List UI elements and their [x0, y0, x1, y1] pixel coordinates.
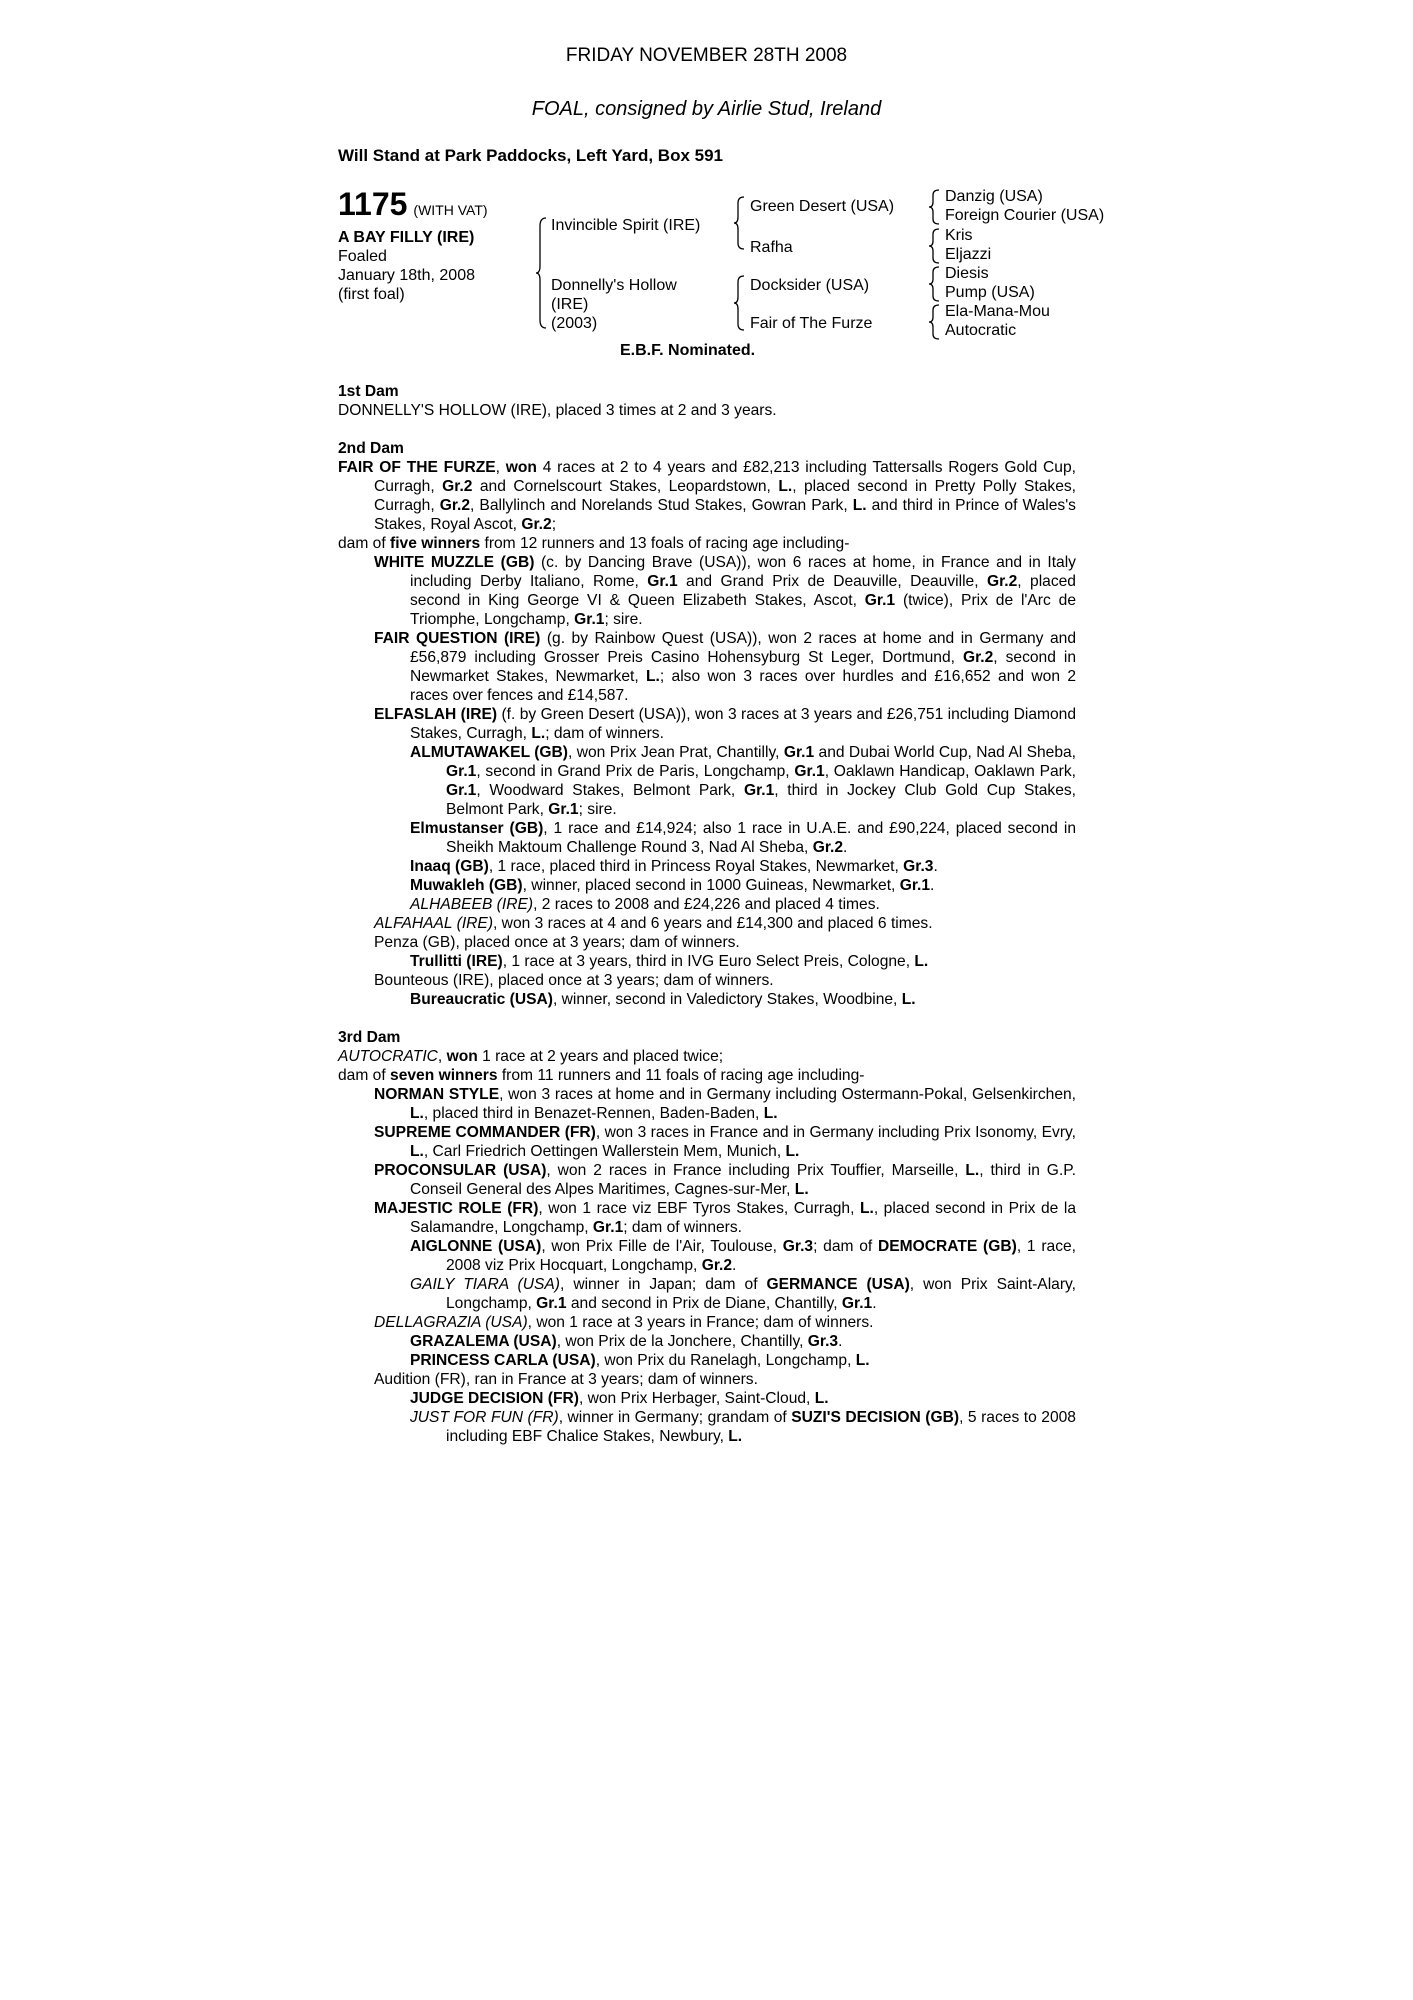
sire-dam-brace — [536, 216, 548, 330]
lot-description — [338, 228, 475, 304]
stand-location: Will Stand at Park Paddocks, Left Yard, Box 591 — [338, 146, 723, 165]
produce-elmustanser: Elmustanser (GB), 1 race and £14,924; also 1 race in U.A.E. and £90,224, placed second in Sheikh Maktoum Challenge Round 3, Nad Al Sheba, Gr.2. — [410, 820, 1076, 856]
produce-inaaq: Inaaq (GB), 1 race, placed third in Princess Royal Stakes, Newmarket, Gr.3. — [410, 858, 938, 875]
pedigree-sire: Invincible Spirit (IRE) — [551, 217, 701, 234]
pedigree-dam-sire: Docksider (USA) — [750, 277, 870, 294]
produce-record — [338, 382, 1076, 1446]
produce-proconsular: PROCONSULAR (USA), won 2 races in France including Prix Touffier, Marseille, L., third in G.P. Conseil General des Alpes Maritimes, Cagnes-sur-Mer, L. — [374, 1162, 1076, 1198]
pedigree-dsd: Pump (USA) — [945, 284, 1035, 301]
produce-bureaucratic: Bureaucratic (USA), winner, second in Valedictory Stakes, Woodbine, L. — [410, 991, 916, 1008]
pedigree-sdd: Eljazzi — [945, 246, 992, 263]
pedigree-sds: Kris — [945, 227, 973, 244]
produce-gaily-tiara: GAILY TIARA (USA), winner in Japan; dam of GERMANCE (USA), won Prix Saint-Alary, Longchamp, Gr.1 and second in Prix de Diane, Chantilly, Gr.1. — [410, 1276, 1077, 1312]
lot-number: 1175 — [338, 186, 408, 222]
pedigree-ddd: Autocratic — [945, 322, 1017, 339]
produce-trullitti: Trullitti (IRE), 1 race at 3 years, third in IVG Euro Select Preis, Cologne, L. — [410, 953, 929, 970]
ebf-nominated: E.B.F. Nominated. — [620, 342, 756, 359]
produce-muwakleh: Muwakleh (GB), winner, placed second in 1000 Guineas, Newmarket, Gr.1. — [410, 877, 935, 894]
produce-alfahaal: ALFAHAAL (IRE), won 3 races at 4 and 6 years and £14,300 and placed 6 times. — [374, 915, 933, 932]
dam-parents-brace — [734, 274, 746, 332]
produce-dellagrazia: DELLAGRAZIA (USA), won 1 race at 3 years in France; dam of winners. — [374, 1314, 874, 1331]
pedigree-dam — [551, 276, 677, 333]
foal-note: (first foal) — [338, 286, 405, 303]
produce-just-for-fun: JUST FOR FUN (FR), winner in Germany; grandam of SUZI'S DECISION (GB), 5 races to 2008 including EBF Chalice Stakes, Newbury, L. — [410, 1409, 1076, 1445]
pedigree-sss: Danzig (USA) — [945, 188, 1043, 205]
produce-bounteous: Bounteous (IRE), placed once at 3 years; dam of winners. — [374, 972, 774, 989]
second-dam-entry: FAIR OF THE FURZE, won 4 races at 2 to 4 years and £82,213 including Tattersalls Rogers Gold Cup, Curragh, Gr.2 and Cornelscourt Stakes, Leopardstown, L., placed second in Pretty Polly Stakes, Curragh, Gr.2, Ballylinch and Norelands Stud Stakes, Gowran Park, L. and third in Prince of Wales's Stakes, Royal Ascot, Gr.2; — [338, 459, 1076, 533]
produce-supreme-commander: SUPREME COMMANDER (FR), won 3 races in France and in Germany including Prix Isonomy, Evry, L., Carl Friedrich Oettingen Wallerstein Mem, Munich, L. — [374, 1124, 1076, 1160]
pedigree-dds: Ela-Mana-Mou — [945, 303, 1050, 320]
brace-3c — [929, 265, 941, 303]
produce-judge-decision: JUDGE DECISION (FR), won Prix Herbager, Saint-Cloud, L. — [410, 1390, 829, 1407]
produce-almutawakel: ALMUTAWAKEL (GB), won Prix Jean Prat, Chantilly, Gr.1 and Dubai World Cup, Nad Al Sheba, Gr.1, second in Grand Prix de Paris, Longchamp, Gr.1, Oaklawn Handicap, Oaklawn Park, Gr.1, Woodward Stakes, Belmont Park, Gr.1, third in Jockey Club Gold Cup Stakes, Belmont Park, Gr.1; sire. — [410, 744, 1076, 818]
produce-princess-carla: PRINCESS CARLA (USA), won Prix du Ranelagh, Longchamp, L. — [410, 1352, 870, 1369]
produce-majestic-role: MAJESTIC ROLE (FR), won 1 race viz EBF Tyros Stakes, Curragh, L., placed second in Prix de la Salamandre, Longchamp, Gr.1; dam of winners. — [374, 1200, 1076, 1236]
lot-name: A BAY FILLY (IRE) — [338, 229, 475, 246]
third-dam-produce-summary: dam of seven winners from 11 runners and 11 foals of racing age including- — [338, 1067, 865, 1084]
foaled-label: Foaled — [338, 248, 387, 265]
pedigree-dam-year: (2003) — [551, 315, 598, 332]
pedigree-dam-dam: Fair of The Furze — [750, 315, 873, 332]
pedigree-sire-sire: Green Desert (USA) — [750, 198, 895, 215]
sale-date: FRIDAY NOVEMBER 28TH 2008 — [565, 45, 848, 66]
first-dam-text: DONNELLY'S HOLLOW (IRE), placed 3 times at 2 and 3 years. — [338, 402, 777, 419]
foaled-date: January 18th, 2008 — [338, 267, 475, 284]
pedigree-dam-country: (IRE) — [551, 296, 589, 313]
third-dam-entry: AUTOCRATIC, won 1 race at 2 years and placed twice; — [338, 1048, 724, 1065]
pedigree-dam-name: Donnelly's Hollow — [551, 277, 677, 294]
produce-penza: Penza (GB), placed once at 3 years; dam of winners. — [374, 934, 740, 951]
second-dam-heading: 2nd Dam — [338, 440, 404, 457]
produce-elfaslah: ELFASLAH (IRE) (f. by Green Desert (USA)), won 3 races at 3 years and £26,751 including Diamond Stakes, Curragh, L.; dam of winners. — [374, 706, 1077, 742]
brace-3a — [929, 188, 941, 226]
consignment-line: FOAL, consigned by Airlie Stud, Ireland — [531, 98, 882, 120]
produce-norman-style: NORMAN STYLE, won 3 races at home and in Germany including Ostermann-Pokal, Gelsenkirchen, L., placed third in Benazet-Rennen, Baden-Baden, L. — [374, 1086, 1077, 1122]
vat-note: (WITH VAT) — [413, 202, 488, 218]
sire-parents-brace — [734, 195, 746, 251]
brace-3d — [929, 303, 941, 341]
first-dam-heading: 1st Dam — [338, 383, 399, 400]
pedigree-sire-dam: Rafha — [750, 239, 793, 256]
third-dam-heading: 3rd Dam — [338, 1029, 401, 1046]
produce-alhabeeb: ALHABEEB (IRE), 2 races to 2008 and £24,226 and placed 4 times. — [410, 896, 880, 913]
produce-fair-question: FAIR QUESTION (IRE) (g. by Rainbow Quest (USA)), won 2 races at home and in Germany and £56,879 including Grosser Preis Casino Hohensyburg St Leger, Dortmund, Gr.2, second in Newmarket Stakes, Newmarket, L.; also won 3 races over hurdles and £16,652 and won 2 races over fences and £14,587. — [374, 630, 1077, 704]
produce-white-muzzle: WHITE MUZZLE (GB) (c. by Dancing Brave (USA)), won 6 races at home, in France and in Italy including Derby Italiano, Rome, Gr.1 and Grand Prix de Deauville, Deauville, Gr.2, placed second in King George VI & Queen Elizabeth Stakes, Ascot, Gr.1 (twice), Prix de l'Arc de Triomphe, Longchamp, Gr.1; sire. — [374, 554, 1076, 628]
produce-grazalema: GRAZALEMA (USA), won Prix de la Jonchere, Chantilly, Gr.3. — [410, 1333, 843, 1350]
pedigree-ssd: Foreign Courier (USA) — [945, 207, 1105, 224]
produce-audition: Audition (FR), ran in France at 3 years; dam of winners. — [374, 1371, 758, 1388]
lot-number-block — [338, 188, 488, 220]
produce-aiglonne: AIGLONNE (USA), won Prix Fille de l'Air, Toulouse, Gr.3; dam of DEMOCRATE (GB), 1 race, 2008 viz Prix Hocquart, Longchamp, Gr.2. — [410, 1238, 1077, 1274]
second-dam-produce-summary: dam of five winners from 12 runners and 13 foals of racing age including- — [338, 535, 850, 552]
brace-3b — [929, 227, 941, 265]
pedigree-dss: Diesis — [945, 265, 989, 282]
